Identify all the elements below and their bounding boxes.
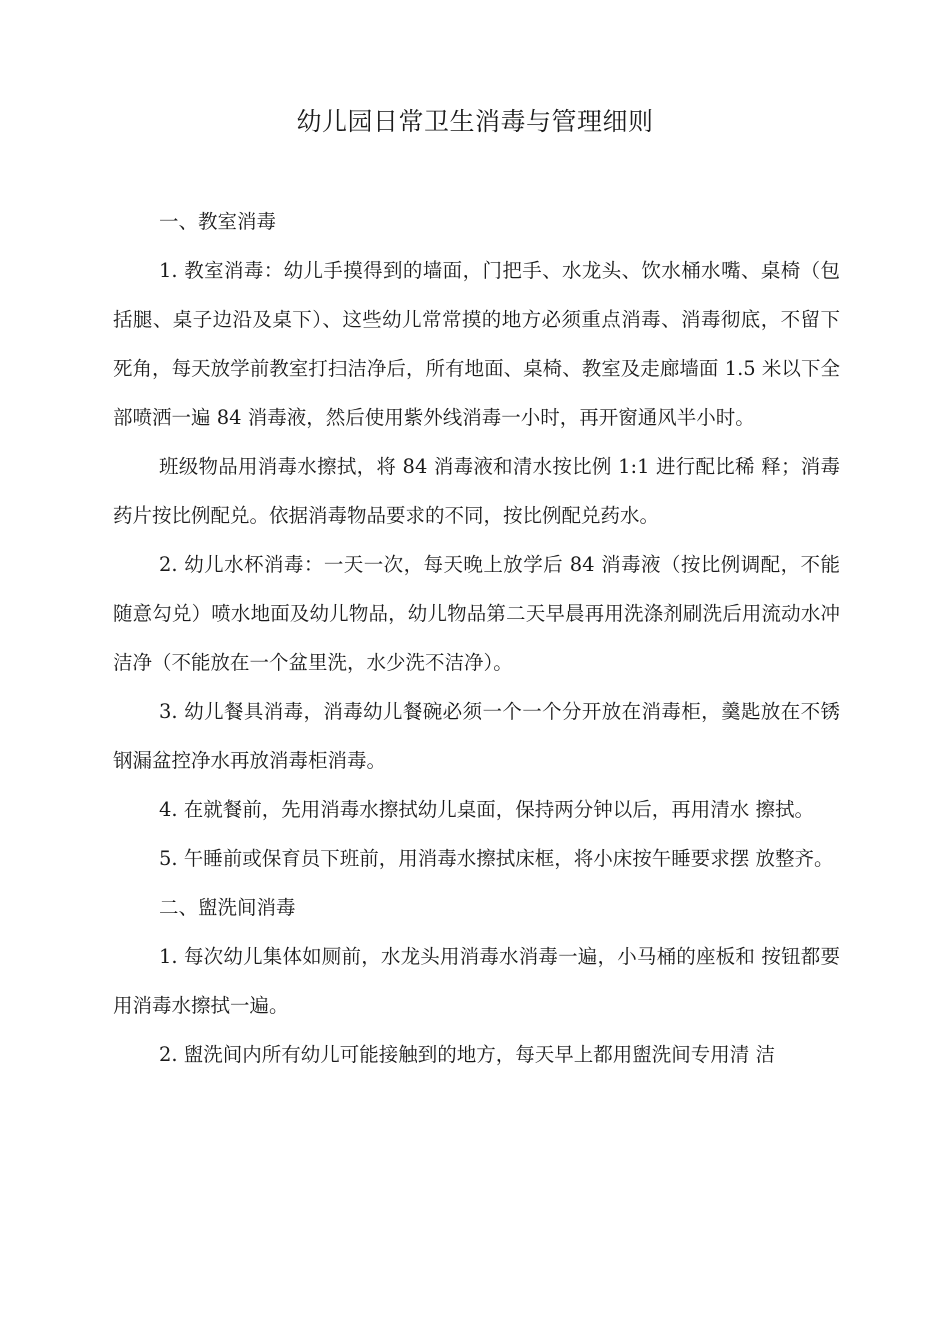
paragraph: 班级物品用消毒水擦拭，将 84 消毒液和清水按比例 1:1 进行配比稀 释；消毒药片按比例配兑。依据消毒物品要求的不同，按比例配兑药水。 — [113, 455, 840, 527]
paragraph: 2. 盥洗间内所有幼儿可能接触到的地方，每天早上都用盥洗间专用清 洁 — [159, 1043, 776, 1066]
document-body — [113, 197, 840, 1079]
section-heading-washroom: 二、盥洗间消毒 — [159, 896, 296, 919]
paragraph: 4. 在就餐前，先用消毒水擦拭幼儿桌面，保持两分钟以后，再用清水 擦拭。 — [159, 798, 815, 821]
paragraph: 3. 幼儿餐具消毒，消毒幼儿餐碗必须一个一个分开放在消毒柜，羹匙放在不锈钢漏盆控净水再放消毒柜消毒。 — [113, 700, 840, 772]
paragraph: 5. 午睡前或保育员下班前，用消毒水擦拭床框，将小床按午睡要求摆 放整齐。 — [159, 847, 834, 870]
document-title: 幼儿园日常卫生消毒与管理细则 — [296, 107, 654, 136]
paragraph: 1. 每次幼儿集体如厕前，水龙头用消毒水消毒一遍，小马桶的座板和 按钮都要用消毒水擦拭一遍。 — [113, 945, 840, 1017]
paragraph: 2. 幼儿水杯消毒：一天一次，每天晚上放学后 84 消毒液（按比例调配，不能随意勾兑）喷水地面及幼儿物品，幼儿物品第二天早晨再用洗涤剂刷洗后用流动水冲洁净（不能放在一个盆里洗，水少洗不洁净）。 — [113, 553, 840, 674]
section-heading-classroom: 一、教室消毒 — [159, 210, 277, 233]
paragraph: 1. 教室消毒：幼儿手摸得到的墙面，门把手、水龙头、饮水桶水嘴、桌椅（包括腿、桌子边沿及桌下）、这些幼儿常常摸的地方必须重点消毒、消毒彻底，不留下死角，每天放学前教室打扫洁净后，所有地面、桌椅、教室及走廊墙面 1.5 米以下全部喷洒一遍 84 消毒液，然后使用紫外线消毒一小时，再开窗通风半小时。 — [113, 259, 840, 429]
